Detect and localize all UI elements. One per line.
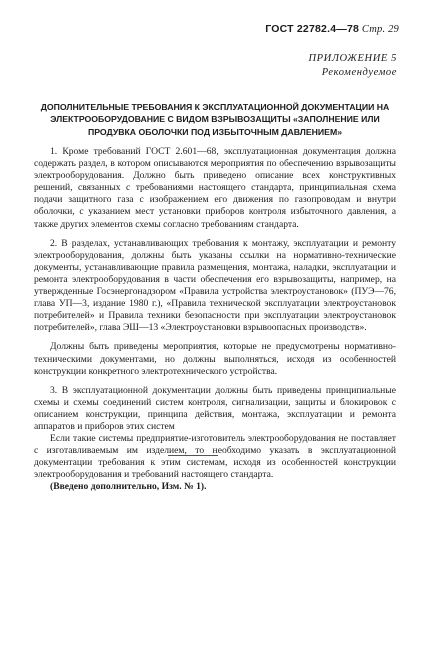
- amendment-note: (Введено дополнительно, Изм. № 1).: [50, 481, 207, 493]
- paragraph-3: Должны быть приведены мероприятия, которые не предусмотрены нормативно-техническими документами, но должны выполняться, исходя из особенностей конструкции конкретного электротехнического устройства.: [34, 341, 396, 377]
- end-divider: [168, 455, 218, 456]
- document-body: [34, 146, 396, 494]
- appendix-status: Рекомендуемое: [321, 67, 397, 78]
- paragraph-4: 3. В эксплуатационной документации должны быть приведены принципиальные схемы и схемы соединений систем контроля, сигнализации, защиты и блокировок с описанием конструкции, принципа действия, монтажа, эксплуатации и ремонта аппаратов и приборов этих систем: [34, 384, 396, 432]
- appendix-block: [308, 52, 397, 80]
- section-title: ДОПОЛНИТЕЛЬНЫЕ ТРЕБОВАНИЯ К ЭКСПЛУАТАЦИОННОЙ ДОКУМЕНТАЦИИ НА ЭЛЕКТРООБОРУДОВАНИЕ С ВИДОМ ВЗРЫВОЗАЩИТЫ «ЗАПОЛНЕНИЕ ИЛИ ПРОДУВКА ОБОЛОЧКИ ПОД ИЗБЫТОЧНЫМ ДАВЛЕНИЕМ»: [40, 102, 390, 137]
- page-number: Стр. 29: [361, 24, 399, 35]
- paragraph-5: Если такие системы предприятие-изготовитель электрооборудования не поставляет с изготавливаемым им изделием, то необходимо указать в эксплуатационной документации требования к этим системам, исходя из особенностей конструкции электрооборудования и требований настоящего стандарта.: [34, 433, 396, 481]
- appendix-label: ПРИЛОЖЕНИЕ 5: [308, 53, 397, 64]
- standard-number: ГОСТ 22782.4—78: [265, 23, 360, 35]
- paragraph-1: 1. Кроме требований ГОСТ 2.601—68, эксплуатационная документация должна содержать раздел, в котором описываются мероприятия по обеспечению взрывозащиты электрооборудования. Должно быть приведено описание всех конструктивных решений, связанных с требованиями настоящего стандарта, принципиальная схема подачи защитного газа с изображением его движения по газопроводам и внутри оболочки, с указанием мест установки приборов контроля избыточного давления, а также других элементов схемы согласно требованиям стандарта.: [34, 146, 396, 230]
- page-header: [265, 23, 399, 35]
- paragraph-2: 2. В разделах, устанавливающих требования к монтажу, эксплуатации и ремонту электрооборудования, должны быть указаны ссылки на нормативно-технические документы, устанавливающие правила размещения, монтажа, наладки, эксплуатации и ремонта электрооборудования в части обеспечения его взрывозащиты, например, на утвержденные Госэнергонадзором «Правила устройства электроустановок» (ПУЭ—76, глава УП—3, издание 1980 г.), «Правила технической эксплуатации электроустановок потребителей» и Правила техники безопасности при эксплуатации электроустановок потребителей», глава ЭШ—13 «Электроустановки взрывоопасных производств».: [34, 237, 396, 334]
